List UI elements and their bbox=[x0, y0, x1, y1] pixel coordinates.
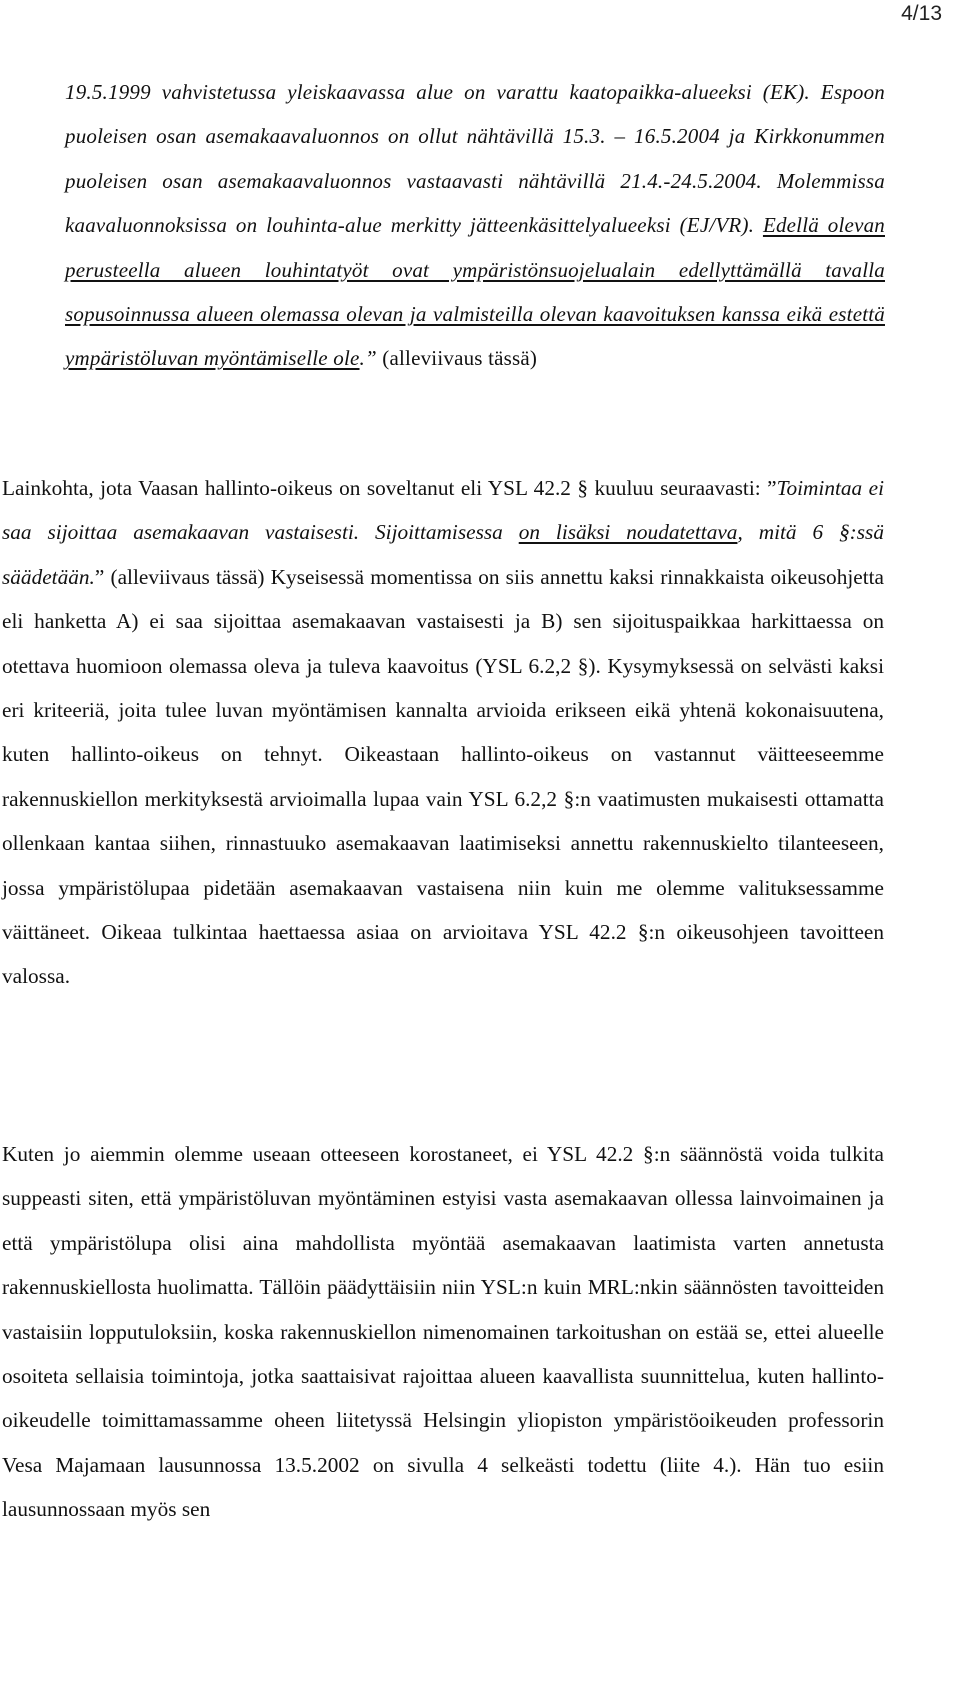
page-number: 4/13 bbox=[901, 2, 942, 25]
paragraph-intro: Lainkohta, jota Vaasan hallinto-oikeus on soveltanut eli YSL 42.2 § kuuluu seuraavasti: ” bbox=[2, 476, 777, 500]
quote-end: .” bbox=[359, 346, 383, 371]
paragraph-body: ” (alleviivaus tässä) Kyseisessä momentissa on siis annettu kaksi rinnakkaista oikeusohjetta eli hanketta A) ei saa sijoittaa asemakaavan vastaisesti ja B) sen sijoituspaikkaa harkittaessa on otettava huomioon olemassa oleva ja tuleva kaavoitus (YSL 6.2,2 §). Kysymyksessä on selvästi kaksi eri kriteeriä, joita tulee luvan myöntämisen kannalta arvioida erikseen eikä yhtenä kokonaisuutena, kuten hallinto-oikeus on tehnyt. Oikeastaan hallinto-oikeus on vastannut väitteeseemme rakennuskiellon merkityksestä arvioimalla lupaa vain YSL 6.2,2 §:n vaatimusten mukaisesti ottamatta ollenkaan kantaa siihen, rinnastuuko asemakaavan laatimiseksi annettu rakennuskielto tilanteeseen, jossa ympäristölupaa pidetään asemakaavan vastaisena niin kuin me olemme valituksessamme väittäneet. Oikeaa tulkintaa haettaessa asiaa on arvioitava YSL 42.2 §:n oikeusohjeen tavoitteen valossa. bbox=[2, 564, 884, 989]
paragraph-body: Kuten jo aiemmin olemme useaan otteeseen korostaneet, ei YSL 42.2 §:n säännöstä voida tulkita suppeasti siten, että ympäristöluvan myöntäminen estyisi vasta asemakaavan ollessa lainvoimainen ja että ympäristölupa olisi aina mahdollista myöntää asemakaavan laatimista varten annetusta rakennuskiellosta huolimatta. Tällöin päädyttäisiin niin YSL:n kuin MRL:nkin säännösten tavoitteiden vastaisiin lopputuloksiin, koska rakennuskiellon nimenomainen tarkoitushan on estää se, ettei alueelle osoiteta sellaisia toimintoja, jotka saattaisivat rajoittaa alueen kaavallista suunnittelua, kuten hallinto-oikeudelle toimittamassamme oheen liitetyssä Helsingin yliopiston ympäristöoikeuden professorin Vesa Majamaan lausunnossa 13.5.2002 on sivulla 4 selkeästi todettu (liite 4.). Hän tuo esiin lausunnossaan myös sen bbox=[2, 1142, 884, 1522]
law-quote: Toimintaa ei saa sijoittaa asemakaavan vastaisesti. Sijoittamisessa bbox=[2, 476, 884, 545]
body-paragraph-2 bbox=[2, 1132, 884, 1532]
law-quote-end: , mitä 6 §:ssä säädetään. bbox=[2, 520, 884, 589]
underlined-quote-text: Edellä olevan perusteella alueen louhintatyöt ovat ympäristönsuojelualain edellyttämällä tavalla sopusoinnussa alueen olemassa olevan ja valmisteilla olevan kaavoituksen kanssa eikä estettä ympäristöluvan myöntämiselle ole bbox=[65, 213, 885, 371]
quote-text: 19.5.1999 vahvistetussa yleiskaavassa alue on varattu kaatopaikka-alueeksi (EK). Espoon puoleisen osan asemakaavaluonnos on ollut nähtävillä 15.3. – 16.5.2004 ja Kirkkonummen puoleisen osan asemakaavaluonnos vastaavasti nähtävillä 21.4.-24.5.2004. Molemmissa kaavaluonnoksissa on louhinta-alue merkitty jätteenkäsittelyalueeksi (EJ/VR). bbox=[65, 80, 885, 238]
emphasis-note: (alleviivaus tässä) bbox=[382, 346, 538, 371]
law-quote-underlined: on lisäksi noudatettava bbox=[518, 520, 738, 545]
body-paragraph-1 bbox=[2, 466, 884, 999]
quoted-paragraph bbox=[65, 70, 885, 381]
